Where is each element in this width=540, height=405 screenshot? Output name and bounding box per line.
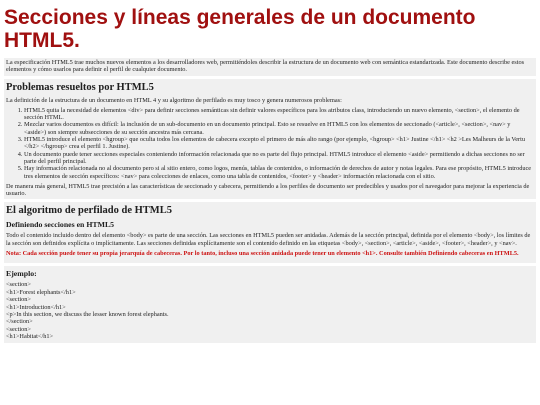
problems-list [6, 107, 534, 180]
problems-list-item: 5. Hay información relacionada no al documento pero si al sitio entero, como logos, menús, tablas de contenidos, o información de derechos de autor y notas legales. Para ese propósito, HTML5 introduce tres elementos de sección específicos: <nav> para colecciones de enlaces, como una tabla de contenidos, <footer> y <header> información relacionada con el sitio. [24, 165, 534, 180]
problems-list-item: 3. HTML5 introduce el elemento <hgroup> que oculta todos los elementos de cabecera excepto el primero de más alto rango (por ejemplo, <hgroup> <h1> Justine </h1> <h2 >Les Malheurs de la Vertu </h2> </hgroup> crea el perfil 1. Justine). [24, 136, 534, 151]
problems-list-item: 1. HTML5 quita la necesidad de elementos <div> para definir secciones semánticas sin definir valores específicos para los atributos class, introduciendo un nuevo elemento, <section>, el elemento de sección HTML. [24, 107, 534, 122]
defining-sections-heading: Definiendo secciones en HTML5 [6, 220, 115, 230]
problems-heading: Problemas resueltos por HTML5 [6, 81, 154, 93]
algorithm-heading: El algoritmo de perfilado de HTML5 [6, 205, 172, 217]
intro-paragraph: La especificación HTML5 trae muchos nuevos elementos a los desarrolladores web, permitiéndoles describir la estructura de un documento web con semántica estandarizada. Este documento describe estos elementos y cómo usarlos para definir el perfil de cualquier documento. [6, 59, 525, 74]
problems-list-item: 2. Mezclar varios documentos es difícil: la inclusión de un sub-documento en un documento principal. Esto se resuelve en HTML5 con los elementos de seccionado (<article>, <section>, <nav> y <aside>) son siempre subsecciones de su sección ancestra más cercana. [24, 121, 534, 136]
example-section [4, 266, 536, 342]
problems-lead: La definición de la estructura de un documento en HTML 4 y su algoritmo de perfilado es muy tosco y genera numerosos problemas: [6, 96, 342, 104]
intro-section [4, 58, 536, 76]
algorithm-section [4, 202, 536, 263]
note-paragraph: Nota: Cada sección puede tener su propia jerarquía de cabeceras. Por lo tanto, incluso una sección anidada puede tener un elemento <h1>. Consulte también Definiendo cabeceras en HTML5. [6, 250, 519, 258]
problems-list-item: 4. Un documento puede tener secciones especiales conteniendo información relacionada que no es parte del flujo principal. HTML5 introduce el elemento <aside> permitiendo a dichas secciones no ser parte del perfil principal. [24, 151, 534, 166]
example-heading: Ejemplo: [6, 269, 37, 279]
page-title: Secciones y líneas generales de un documento HTML5. [4, 6, 476, 52]
code-example: <section> <h1>Forest elephants</h1> <section> <h1>Introduction</h1> <p>In this section, we discuss the lesser known forest elephants. </section> <section> <h1>Habitat</h1> [6, 281, 169, 341]
problems-section [4, 79, 536, 200]
algorithm-body: Todo el contenido incluido dentro del elemento <body> es parte de una sección. Las secciones en HTML5 pueden ser anidadas. Además de la sección principal, definida por el elemento <body>, los límites de la sección son definidos explícita o implícitamente. Las secciones definidas explícitamente son el contenido definido en las etiquetas <body>, <section>, <article>, <aside>, <footer>, <header>, y <nav>. [6, 232, 531, 247]
problems-summary: De manera más general, HTML5 trae precisión a las características de seccionado y cabecera, permitiendo a los perfiles de documento ser predecibles y usados por el navegador para mejorar la experiencia de usuario. [6, 182, 530, 198]
